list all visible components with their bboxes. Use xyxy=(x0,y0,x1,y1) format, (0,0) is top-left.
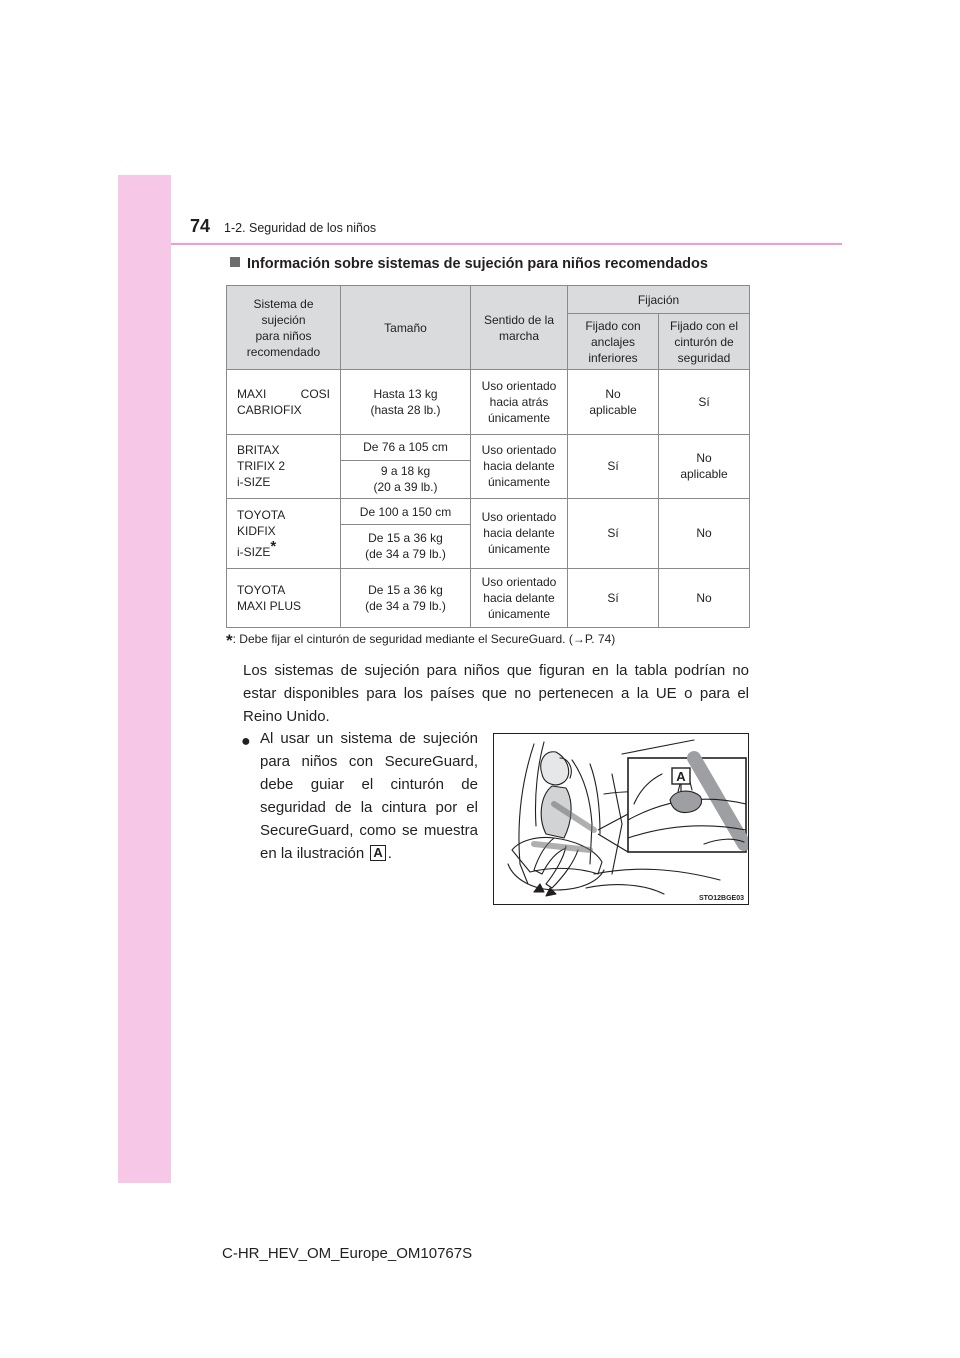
cell-size: 9 a 18 kg (20 a 39 lb.) xyxy=(341,460,471,498)
cell-size: Hasta 13 kg (hasta 28 lb.) xyxy=(341,370,471,434)
table-row xyxy=(227,370,750,434)
cell-anchors: Sí xyxy=(568,568,659,627)
bullet-text xyxy=(260,727,478,865)
table-row xyxy=(227,568,750,627)
bullet-text-main: Al usar un sistema de sujeción para niños con SecureGuard, debe guiar el cinturón de seguridad de la cintura por el SecureGuard, como se muestra xyxy=(260,730,478,839)
cell-belt: Sí xyxy=(659,370,750,434)
cell-belt: No xyxy=(659,499,750,569)
cell-belt: No aplicable xyxy=(659,434,750,498)
child-seat-drawing xyxy=(494,734,749,905)
cell-direction: Uso orientado hacia delante únicamente xyxy=(471,568,568,627)
section-heading-text: Información sobre sistemas de sujeción para niños recomendados xyxy=(247,256,708,272)
side-tab-band xyxy=(118,175,171,1183)
footnote-text: : Debe fijar el cinturón de seguridad mediante el SecureGuard. (→P. 74) xyxy=(232,632,616,646)
header-fixation: Fijación xyxy=(568,286,750,314)
header-system: Sistema de sujeción para niños recomendado xyxy=(227,286,341,370)
cell-anchors: Sí xyxy=(568,499,659,569)
section-heading xyxy=(230,256,708,272)
table-row xyxy=(227,434,750,460)
cell-direction: Uso orientado hacia delante únicamente xyxy=(471,434,568,498)
table-header-row xyxy=(227,286,750,314)
availability-paragraph: Los sistemas de sujeción para niños que figuran en la tabla podrían no estar disponibles para los países que no pertenecen a la UE o para el Reino Unido. xyxy=(243,662,749,725)
cell-direction: Uso orientado hacia atrás únicamente xyxy=(471,370,568,434)
document-id: C-HR_HEV_OM_Europe_OM10767S xyxy=(222,1245,473,1262)
cell-system: TOYOTA MAXI PLUS xyxy=(227,568,341,627)
label-a-icon: A xyxy=(370,845,385,861)
page-number: 74 xyxy=(190,216,211,236)
cell-size: De 15 a 36 kg (de 34 a 79 lb.) xyxy=(341,568,471,627)
footnote-mark: * xyxy=(270,537,277,555)
cell-system: BRITAX TRIFIX 2 i-SIZE xyxy=(227,434,341,498)
footnote-star: * xyxy=(226,631,233,650)
cell-anchors: Sí xyxy=(568,434,659,498)
cell-size: De 76 a 105 cm xyxy=(341,434,471,460)
header-anchors: Fijado con anclajes inferiores xyxy=(568,314,659,370)
table-row xyxy=(227,499,750,525)
cell-size: De 100 a 150 cm xyxy=(341,499,471,525)
cell-size: De 15 a 36 kg (de 34 a 79 lb.) xyxy=(341,525,471,569)
cell-system: MAXI COSI CABRIOFIX xyxy=(227,370,341,434)
table-footnote xyxy=(226,631,615,651)
cell-direction: Uso orientado hacia delante únicamente xyxy=(471,499,568,569)
header-size: Tamaño xyxy=(341,286,471,370)
bullet-icon: ● xyxy=(241,733,251,750)
cell-system-text: TOYOTA KIDFIX i-SIZE xyxy=(237,507,286,559)
header-direction: Sentido de la marcha xyxy=(471,286,568,370)
child-restraint-table xyxy=(226,285,750,628)
chapter-title: 1-2. Seguridad de los niños xyxy=(224,221,377,235)
callout-a-label: A xyxy=(676,769,686,784)
cell-system xyxy=(227,499,341,569)
square-bullet-icon xyxy=(230,257,240,267)
image-code: STO12BGE03 xyxy=(698,895,744,902)
bullet-text-tail: en la ilustración A . xyxy=(260,845,392,862)
header-divider xyxy=(171,243,842,245)
cell-belt: No xyxy=(659,568,750,627)
header-belt: Fijado con el cinturón de seguridad xyxy=(659,314,750,370)
secureguard-illustration xyxy=(493,733,749,905)
cell-anchors: No aplicable xyxy=(568,370,659,434)
